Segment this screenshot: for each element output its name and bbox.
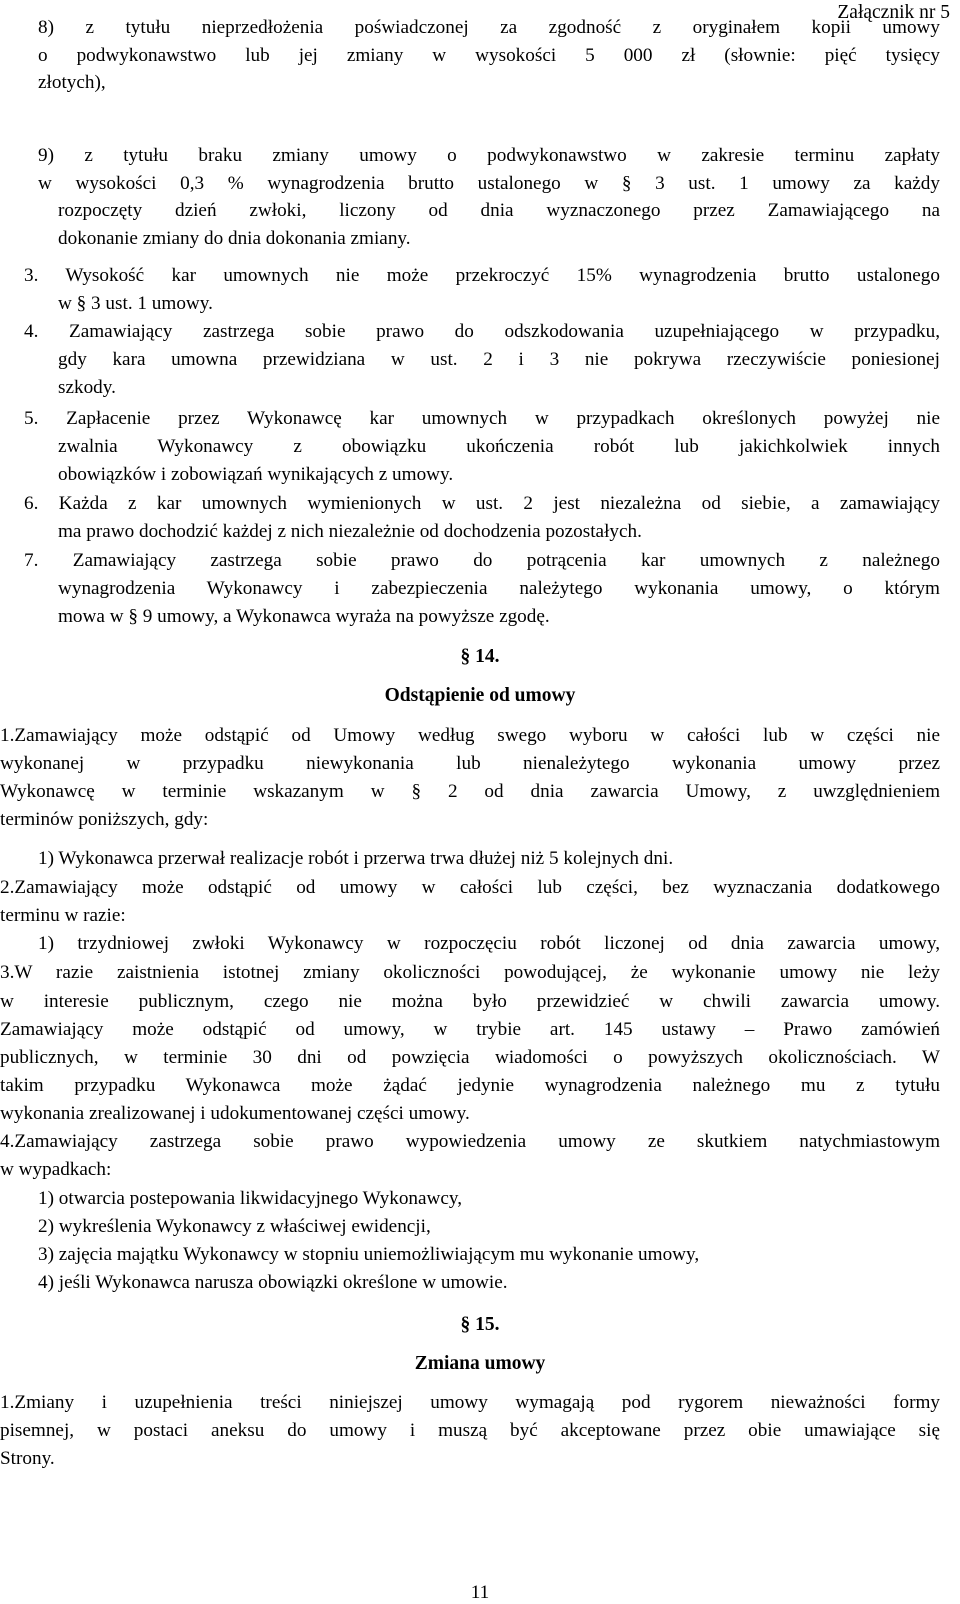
text-line: obowiązków i zobowiązań wynikających z umowy. [58,464,454,485]
text-line: terminów poniższych, gdy: [0,809,209,830]
text-line: Zamawiający może odstąpić od umowy, w trybie art. 145 ustawy – Prawo zamówień [0,1019,940,1040]
text-line: Strony. [0,1448,55,1469]
text-line: pisemnej, w postaci aneksu do umowy i muszą być akceptowane przez obie umawiające się [0,1420,940,1441]
text-line: takim przypadku Wykonawca może żądać jedynie wynagrodzenia należnego mu z tytułu [0,1075,940,1096]
text-line: szkody. [58,377,116,398]
text-line: 1) Wykonawca przerwał realizacje robót i przerwa trwa dłużej niż 5 kolejnych dni. [38,848,674,869]
text-line: wynagrodzenia Wykonawcy i zabezpieczenia należytego wykonania umowy, o którym [58,578,940,599]
text-line: 2.Zamawiający może odstąpić od umowy w całości lub części, bez wyznaczania dodatkowego [0,877,940,898]
text-line: wykonanej w przypadku niewykonania lub nienależytego wykonania umowy przez [0,753,940,774]
text-line: 7. Zamawiający zastrzega sobie prawo do potrącenia kar umownych z należnego [24,550,940,571]
text-line: 1) trzydniowej zwłoki Wykonawcy w rozpoczęciu robót liczonej od dnia zawarcia umowy, [38,933,940,954]
text-line: 1.Zamawiający może odstąpić od Umowy według swego wyboru w całości lub w części nie [0,725,940,746]
text-line: 5. Zapłacenie przez Wykonawcę kar umownych w przypadkach określonych powyżej nie [24,408,940,429]
text-line: rozpoczęty dzień zwłoki, liczony od dnia wyznaczonego przez Zamawiającego na [58,200,940,221]
text-line: 3) zajęcia majątku Wykonawcy w stopniu uniemożliwiającym mu wykonanie umowy, [38,1244,700,1265]
text-line: gdy kara umowna przewidziana w ust. 2 i 3 nie pokrywa rzeczywiście poniesionej [58,349,940,370]
text-line: 4) jeśli Wykonawca narusza obowiązki określone w umowie. [38,1272,508,1293]
text-line: 2) wykreślenia Wykonawcy z właściwej ewidencji, [38,1216,431,1237]
text-line: ma prawo dochodzić każdej z nich niezależnie od dochodzenia pozostałych. [58,521,642,542]
text-line: 8) z tytułu nieprzedłożenia poświadczonej za zgodność z oryginałem kopii umowy [38,17,940,38]
section-heading: Odstąpienie od umowy [384,685,576,706]
text-line: 9) z tytułu braku zmiany umowy o podwykonawstwo w zakresie terminu zapłaty [38,145,940,166]
text-line: złotych), [38,72,106,93]
text-line: 4. Zamawiający zastrzega sobie prawo do odszkodowania uzupełniającego w przypadku, [24,321,940,342]
text-line: 3.W razie zaistnienia istotnej zmiany okoliczności powodującej, że wykonanie umowy nie leży [0,962,940,983]
text-line: 1) otwarcia postepowania likwidacyjnego Wykonawcy, [38,1188,463,1209]
text-line: Wykonawcę w terminie wskazanym w § 2 od dnia zawarcia Umowy, z uwzględnieniem [0,781,940,802]
section-heading: § 14. [460,646,500,667]
text-line: mowa w § 9 umowy, a Wykonawca wyraża na powyższe zgodę. [58,606,550,627]
text-line: 3. Wysokość kar umownych nie może przekroczyć 15% wynagrodzenia brutto ustalonego [24,265,940,286]
text-line: terminu w razie: [0,905,126,926]
page-number: 11 [470,1582,490,1603]
text-line: dokonanie zmiany do dnia dokonania zmiany. [58,228,411,249]
section-heading: Zmiana umowy [414,1353,546,1374]
text-line: publicznych, w terminie 30 dni od powzięcia wiadomości o powyższych okolicznościach. W [0,1047,940,1068]
text-line: wykonania zrealizowanej i udokumentowanej części umowy. [0,1103,470,1124]
text-line: 1.Zmiany i uzupełnienia treści niniejszej umowy wymagają pod rygorem nieważności formy [0,1392,940,1413]
text-line: w wypadkach: [0,1159,112,1180]
text-line: w § 3 ust. 1 umowy. [58,293,213,314]
text-line: o podwykonawstwo lub jej zmiany w wysokości 5 000 zł (słownie: pięć tysięcy [38,45,940,66]
text-line: w interesie publicznym, czego nie można było przewidzieć w chwili zawarcia umowy. [0,991,940,1012]
section-heading: § 15. [460,1314,500,1335]
annex-label: Załącznik nr 5 [837,2,950,23]
text-line: 4.Zamawiający zastrzega sobie prawo wypowiedzenia umowy ze skutkiem natychmiastowym [0,1131,940,1152]
text-line: 6. Każda z kar umownych wymienionych w ust. 2 jest niezależna od siebie, a zamawiający [24,493,940,514]
text-line: zwalnia Wykonawcy z obowiązku ukończenia robót lub jakichkolwiek innych [58,436,940,457]
text-line: w wysokości 0,3 % wynagrodzenia brutto ustalonego w § 3 ust. 1 umowy za każdy [38,173,940,194]
